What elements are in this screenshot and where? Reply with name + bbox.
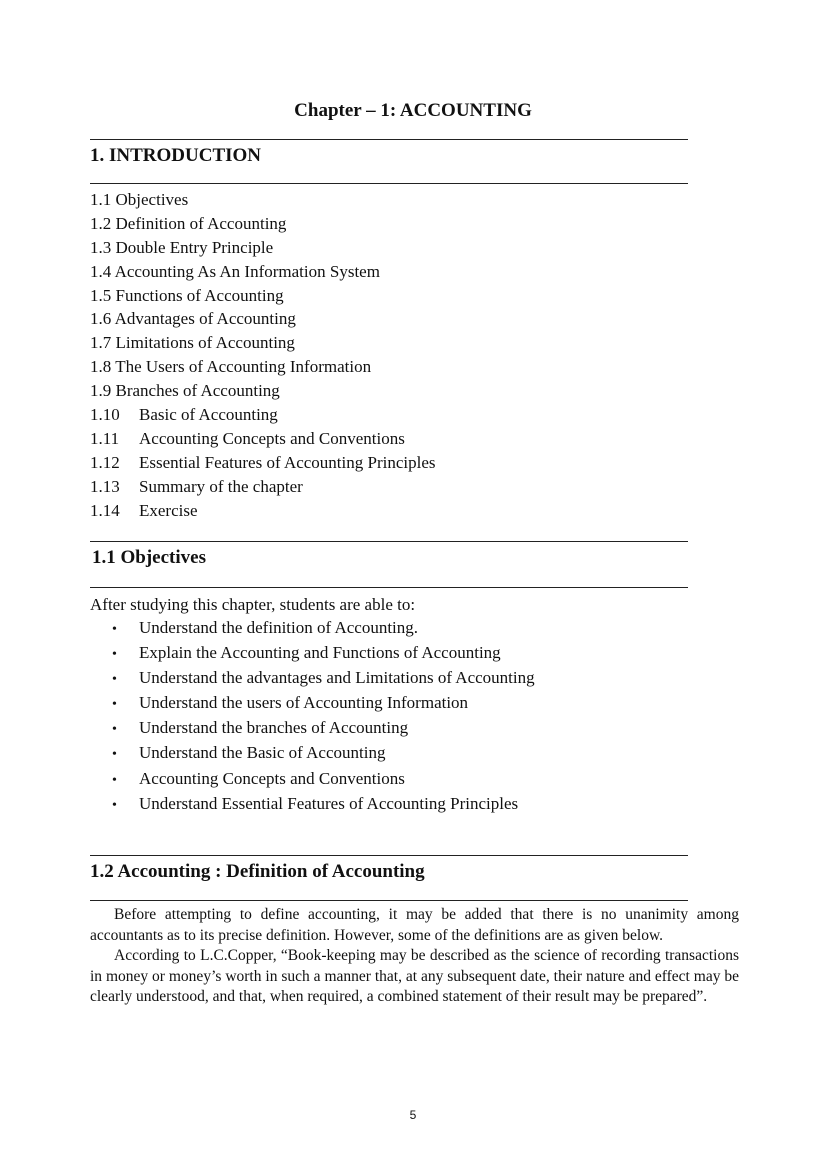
bullet-icon: • [112,797,117,813]
horizontal-rule [90,587,688,588]
list-item [112,742,535,767]
bullet-icon: • [112,772,117,788]
bullet-icon: • [112,747,117,763]
list-item-text: Understand the definition of Accounting. [139,618,419,637]
toc-number: 1.7 [90,333,112,353]
list-item [112,617,535,642]
chapter-title: Chapter – 1: ACCOUNTING [294,100,532,121]
bullet-icon: • [112,622,117,637]
toc-item [90,237,436,261]
list-item-text: Explain the Accounting and Functions of Accounting [139,643,501,663]
bullet-icon: • [112,672,117,688]
table-of-contents [90,189,436,523]
toc-label: Accounting As An Information System [114,261,380,281]
toc-item [90,213,436,237]
list-item [112,667,535,692]
toc-number: 1.6 [90,309,112,329]
horizontal-rule [90,900,688,901]
toc-label: Essential Features of Accounting Principles [139,452,436,472]
toc-number: 1.3 [90,237,112,257]
introduction-heading: 1. INTRODUCTION [90,145,262,166]
paragraph: According to L.C.Copper, “Book-keeping may be described as the science of recording transactions in money or money’s worth in such a manner that, at any subsequent date, their nature and effect may be clearly understood, and that, when required, a combined statement of their result may be prepared”. [90,947,739,1005]
list-item [112,768,535,793]
toc-item [90,500,436,524]
toc-number: 1.5 [90,285,112,305]
horizontal-rule [90,183,688,184]
toc-item [90,404,436,428]
list-item [112,642,535,667]
bullet-icon: • [112,647,117,663]
objectives-list [112,617,535,818]
toc-label: Accounting Concepts and Conventions [139,428,405,448]
toc-number: 1.14 [90,500,120,520]
toc-item [90,476,436,500]
toc-label: Double Entry Principle [115,237,274,257]
toc-number: 1.1 [90,190,112,209]
toc-number: 1.13 [90,476,120,496]
toc-item [90,261,436,285]
definition-heading: 1.2 Accounting : Definition of Accounting [90,861,425,882]
toc-label: Basic of Accounting [139,405,278,425]
paragraph: Before attempting to define accounting, it may be added that there is no unanimity among accountants as to its precise definition. However, some of the definitions are as given below. [90,906,739,944]
toc-number: 1.11 [90,428,120,448]
toc-number: 1.2 [90,213,112,233]
toc-item [90,189,436,213]
list-item-text: Understand the advantages and Limitations of Accounting [139,668,535,688]
toc-item [90,452,436,476]
toc-label: Limitations of Accounting [115,333,295,353]
toc-label: Functions of Accounting [115,285,284,305]
list-item [112,793,535,818]
toc-label: Definition of Accounting [115,213,287,233]
toc-label: Summary of the chapter [139,476,303,496]
bullet-icon: • [112,722,117,738]
horizontal-rule [90,541,688,542]
horizontal-rule [90,855,688,856]
horizontal-rule [90,139,688,140]
toc-item [90,356,436,380]
toc-item [90,332,436,356]
bullet-icon: • [112,697,117,713]
list-item-text: Understand the Basic of Accounting [139,743,386,763]
toc-label: The Users of Accounting Information [115,357,372,377]
toc-number: 1.12 [90,452,120,472]
toc-item [90,380,436,404]
toc-number: 1.10 [90,405,120,425]
toc-item [90,428,436,452]
toc-item [90,285,436,309]
toc-label: Advantages of Accounting [114,309,296,329]
list-item-text: Understand the branches of Accounting [139,718,409,738]
toc-label: Objectives [115,190,189,209]
toc-label: Exercise [139,500,198,520]
objectives-intro: After studying this chapter, students are able to: [90,595,416,614]
list-item-text: Understand the users of Accounting Information [139,693,469,713]
definition-text [90,905,739,1008]
toc-number: 1.4 [90,261,112,281]
objectives-heading: 1.1 Objectives [92,547,206,568]
toc-number: 1.8 [90,357,112,377]
list-item [112,692,535,717]
toc-item [90,308,436,332]
list-item [112,717,535,742]
list-item-text: Understand Essential Features of Accounting Principles [139,793,519,813]
page-number: 5 [409,1108,417,1122]
toc-number: 1.9 [90,381,112,401]
list-item-text: Accounting Concepts and Conventions [139,768,405,788]
toc-label: Branches of Accounting [115,381,280,401]
